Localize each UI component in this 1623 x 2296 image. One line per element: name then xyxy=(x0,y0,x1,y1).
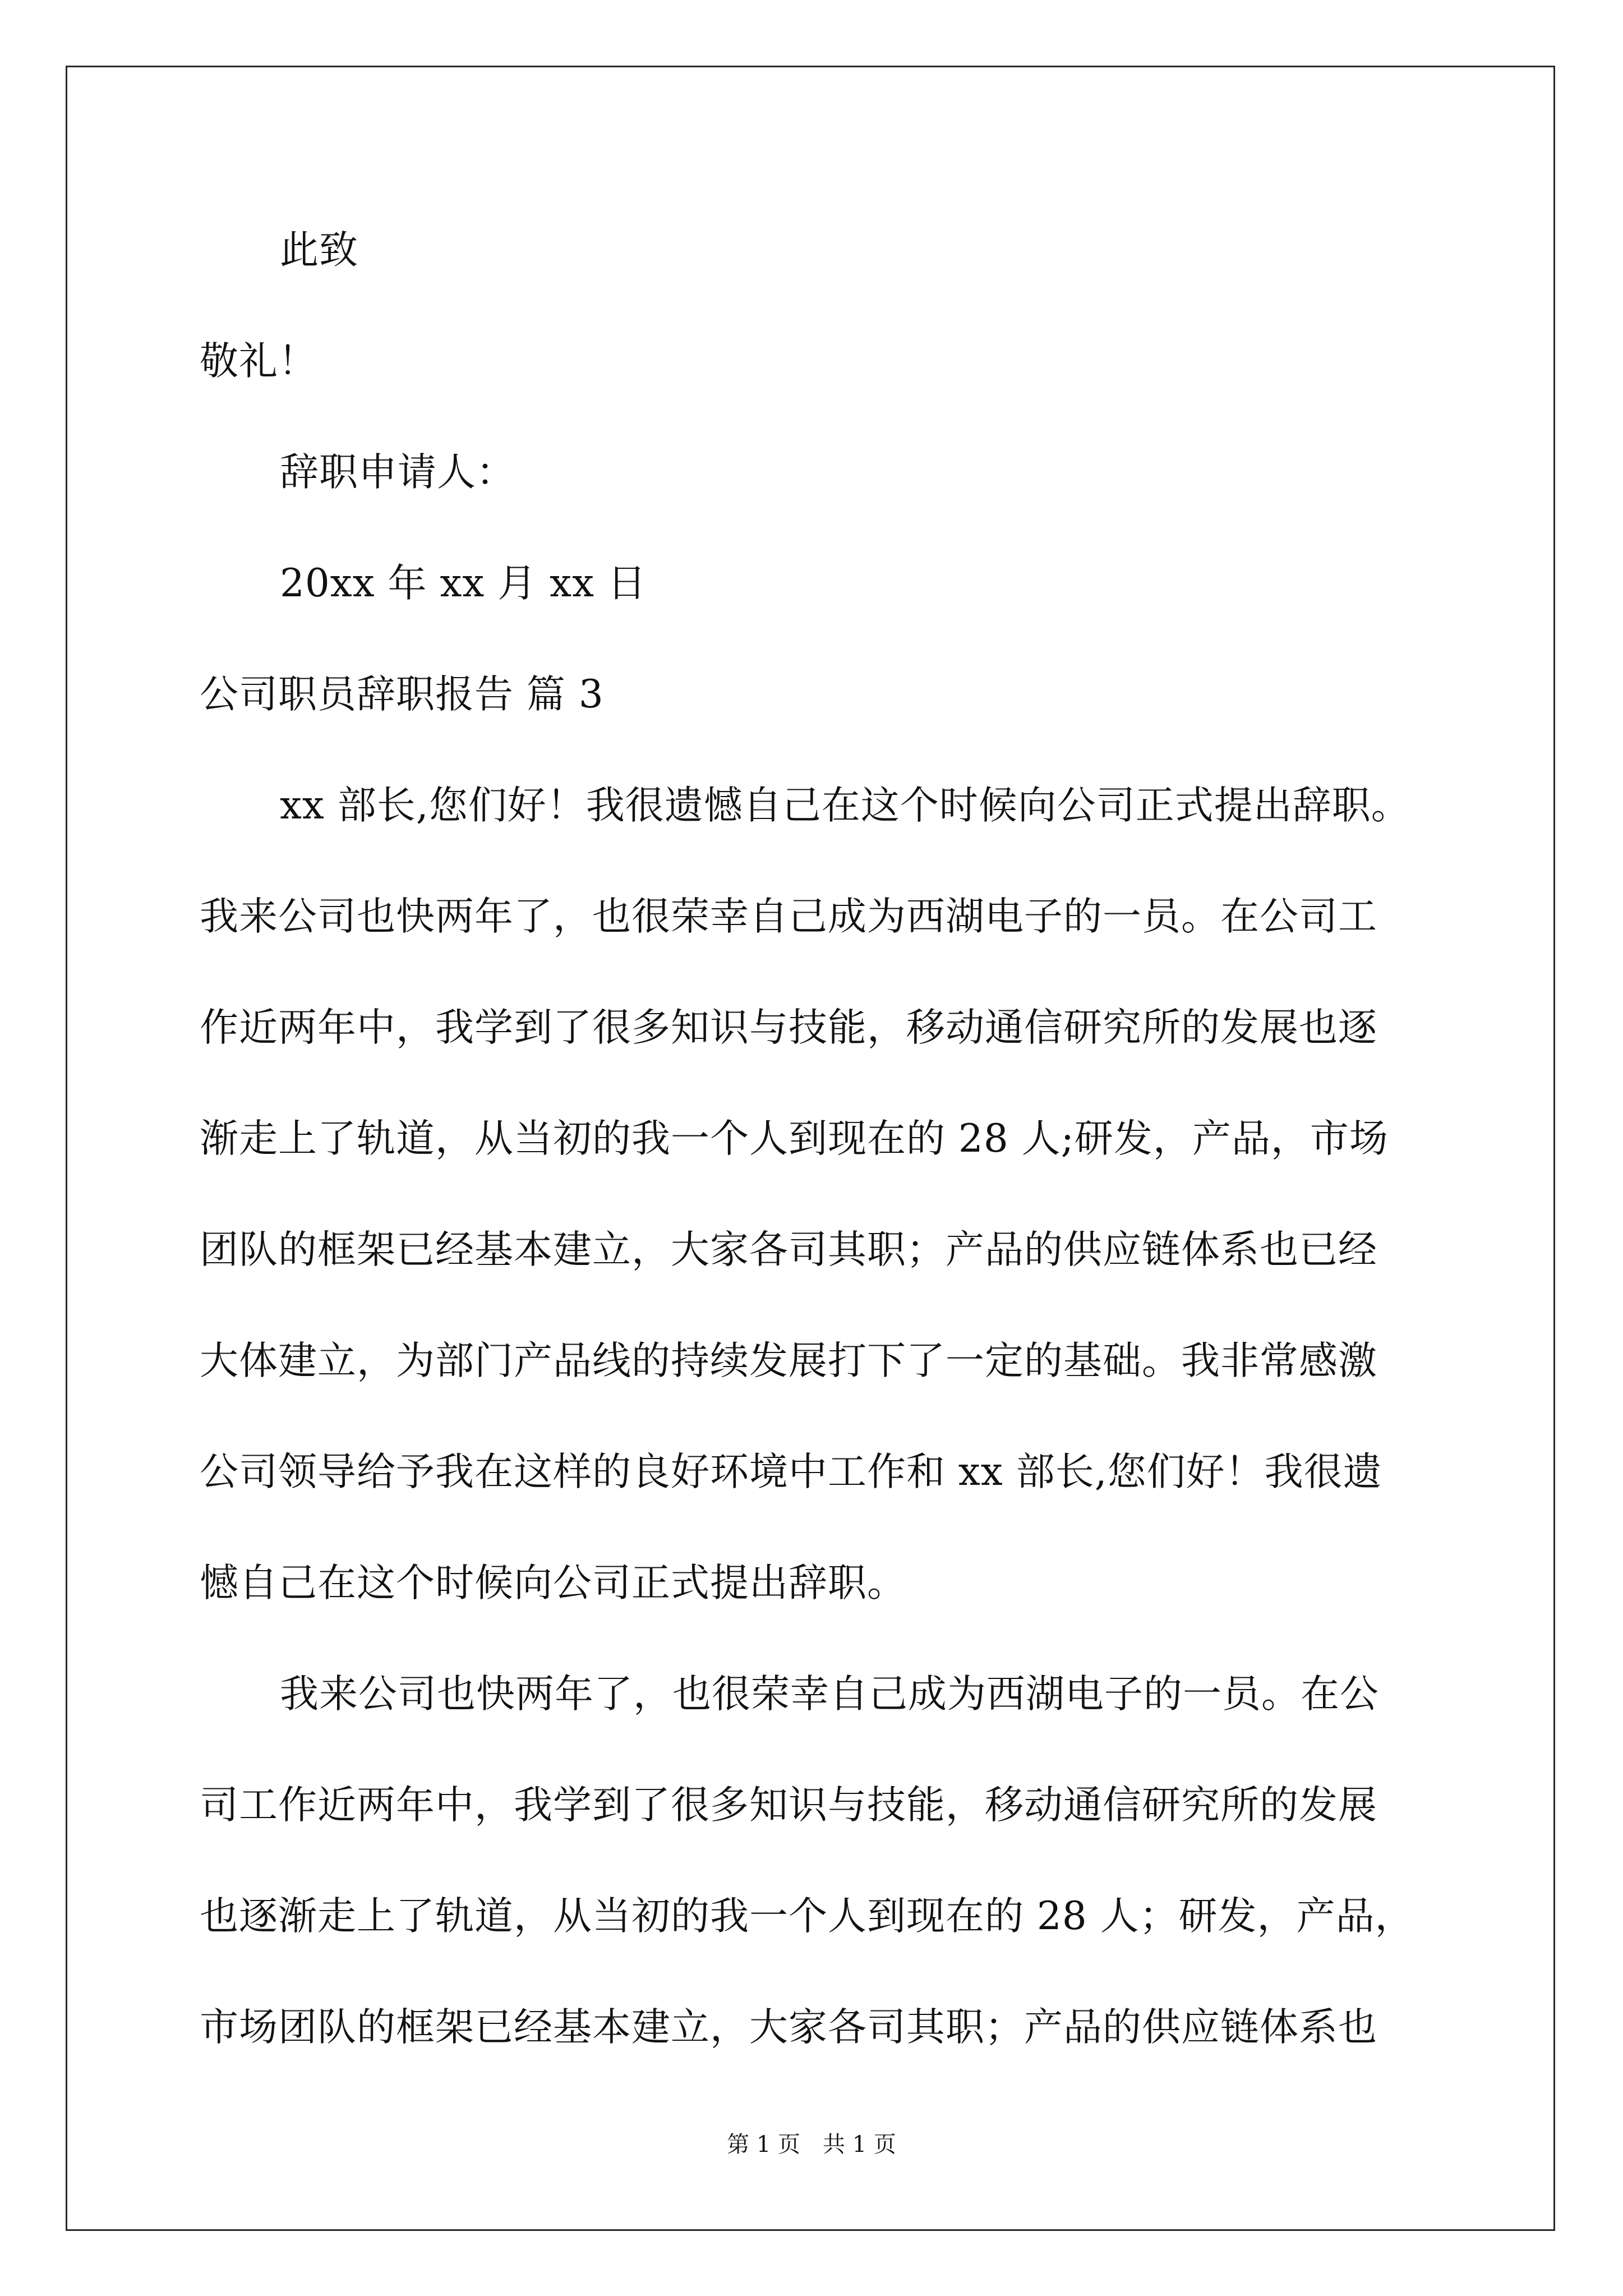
applicant-signature-label: 辞职申请人： xyxy=(280,450,515,495)
paragraph-line: xx 部长,您们好！我很遗憾自己在这个时候向公司正式提出辞职。 xyxy=(280,783,1410,828)
date-line: 20xx 年 xx 月 xx 日 xyxy=(280,561,647,606)
paragraph-line: 作近两年中，我学到了很多知识与技能，移动通信研究所的发展也逐 xyxy=(200,1005,1377,1050)
closing-regards: 敬礼！ xyxy=(200,339,317,384)
paragraph-line: 渐走上了轨道，从当初的我一个人到现在的 28 人;研发，产品，市场 xyxy=(200,1116,1389,1161)
paragraph-line: 公司领导给予我在这样的良好环境中工作和 xx 部长,您们好！我很遗 xyxy=(200,1450,1382,1494)
paragraph-line: 我来公司也快两年了，也很荣幸自己成为西湖电子的一员。在公司工 xyxy=(200,894,1377,939)
paragraph-line: 憾自己在这个时候向公司正式提出辞职。 xyxy=(200,1561,906,1605)
paragraph-line: 大体建立，为部门产品线的持续发展打下了一定的基础。我非常感激 xyxy=(200,1338,1377,1383)
closing-salutation: 此致 xyxy=(280,228,358,273)
paragraph-line: 团队的框架已经基本建立，大家各司其职；产品的供应链体系也已经 xyxy=(200,1227,1377,1272)
page-number-footer: 第 1 页 共 1 页 xyxy=(727,2132,896,2157)
paragraph-line: 也逐渐走上了轨道，从当初的我一个人到现在的 28 人；研发，产品， xyxy=(200,1894,1414,1939)
paragraph-line: 司工作近两年中，我学到了很多知识与技能，移动通信研究所的发展 xyxy=(200,1783,1377,1828)
paragraph-line: 我来公司也快两年了，也很荣幸自己成为西湖电子的一员。在公 xyxy=(280,1672,1379,1717)
section-heading: 公司职员辞职报告 篇 3 xyxy=(200,672,604,717)
paragraph-line: 市场团队的框架已经基本建立，大家各司其职；产品的供应链体系也 xyxy=(200,2005,1377,2050)
